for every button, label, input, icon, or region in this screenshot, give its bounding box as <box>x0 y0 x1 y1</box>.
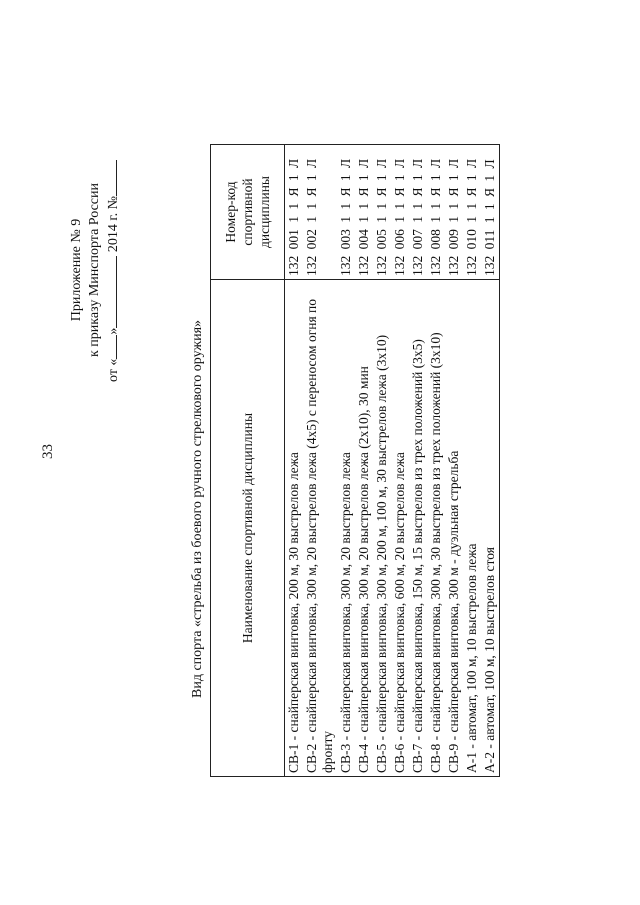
table-row <box>337 145 355 777</box>
header-discipline-name: Наименование спортивной дисциплины <box>211 280 285 777</box>
table-header-row <box>211 145 285 777</box>
table-row <box>373 145 391 777</box>
table-row <box>445 145 463 777</box>
discipline-code: 132 007 1 1 Я 1 Л <box>409 145 427 280</box>
day-blank <box>104 335 117 359</box>
discipline-name: СВ-1 - снайперская винтовка, 200 м, 30 выстрелов лежа <box>285 280 304 777</box>
discipline-code: 132 002 1 1 Я 1 Л <box>303 145 337 280</box>
discipline-name: СВ-6 - снайперская винтовка, 600 м, 20 выстрелов лежа <box>391 280 409 777</box>
month-blank <box>104 256 117 328</box>
discipline-code: 132 006 1 1 Я 1 Л <box>391 145 409 280</box>
date-mid: » <box>106 327 121 335</box>
discipline-code: 132 010 1 1 Я 1 Л <box>463 145 481 280</box>
table-row <box>463 145 481 777</box>
header-discipline-code: Номер-код спортивной дисциплины <box>211 145 285 280</box>
disciplines-table <box>210 144 500 777</box>
table-row <box>355 145 373 777</box>
discipline-name: СВ-3 - снайперская винтовка, 300 м, 20 выстрелов лежа <box>337 280 355 777</box>
discipline-name: СВ-8 - снайперская винтовка, 300 м, 30 выстрелов из трех положений (3х10) <box>427 280 445 777</box>
date-year: 2014 г. № <box>106 196 121 253</box>
appendix-date-line <box>104 140 123 400</box>
discipline-code: 132 004 1 1 Я 1 Л <box>355 145 373 280</box>
table-row <box>303 145 337 777</box>
discipline-name: А-2 - автомат, 100 м, 10 выстрелов стоя <box>481 280 500 777</box>
discipline-code: 132 003 1 1 Я 1 Л <box>337 145 355 280</box>
discipline-name: СВ-9 - снайперская винтовка, 300 м - дуэльная стрельба <box>445 280 463 777</box>
sport-caption: Вид спорта «стрельба из боевого ручного стрелкового оружия» <box>190 319 205 698</box>
discipline-name: СВ-5 - снайперская винтовка, 300 м, 200 м, 100 м, 30 выстрелов лежа (3х10) <box>373 280 391 777</box>
page-number: 33 <box>40 444 56 459</box>
discipline-name: СВ-2 - снайперская винтовка, 300 м, 20 выстрелов лежа (4х5) с переносом огня по фронту <box>303 280 337 777</box>
discipline-code: 132 005 1 1 Я 1 Л <box>373 145 391 280</box>
discipline-code: 132 009 1 1 Я 1 Л <box>445 145 463 280</box>
table-row <box>427 145 445 777</box>
number-blank <box>104 160 117 196</box>
discipline-name: А-1 - автомат, 100 м, 10 выстрелов лежа <box>463 280 481 777</box>
appendix-title: Приложение № 9 <box>69 218 84 322</box>
table-row <box>391 145 409 777</box>
discipline-code: 132 011 1 1 Я 1 Л <box>481 145 500 280</box>
discipline-code: 132 001 1 1 Я 1 Л <box>285 145 304 280</box>
table-row <box>285 145 304 777</box>
discipline-name: СВ-7 - снайперская винтовка, 150 м, 15 выстрелов из трех положений (3х5) <box>409 280 427 777</box>
appendix-subtitle: к приказу Минспорта России <box>87 183 102 357</box>
discipline-name: СВ-4 - снайперская винтовка, 300 м, 20 выстрелов лежа (2х10), 30 мин <box>355 280 373 777</box>
discipline-code: 132 008 1 1 Я 1 Л <box>427 145 445 280</box>
table-row <box>409 145 427 777</box>
table-row <box>481 145 500 777</box>
date-prefix: от « <box>106 358 121 382</box>
appendix-header <box>68 140 123 400</box>
